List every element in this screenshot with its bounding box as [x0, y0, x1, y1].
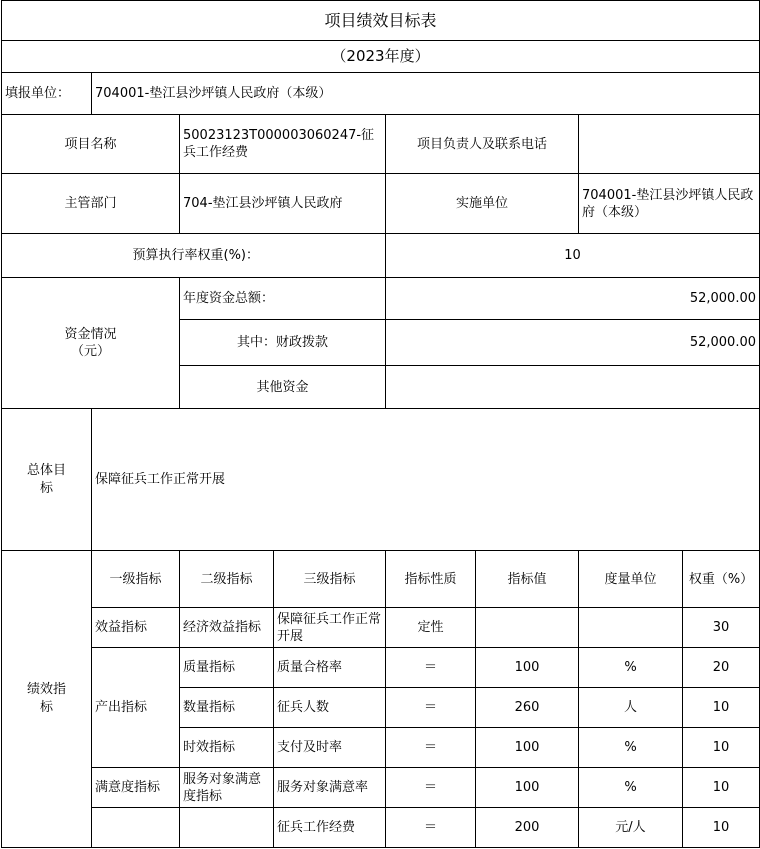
- row-unit: %: [579, 728, 683, 768]
- table-row: [2, 768, 760, 808]
- funds-fiscal-value: 52,000.00: [386, 320, 760, 366]
- dept-value: 704-垫江县沙坪镇人民政府: [180, 174, 386, 234]
- funds-label: 资金情况（元）: [2, 278, 180, 409]
- row-nature: ＝: [386, 808, 476, 848]
- filler-label: 填报单位：: [2, 73, 92, 115]
- overall-goal-value: 保障征兵工作正常开展: [92, 409, 760, 551]
- filler-value: 704001-垫江县沙坪镇人民政府（本级）: [92, 73, 760, 115]
- overall-goal-label: 总体目标: [2, 409, 92, 551]
- row-weight: 20: [683, 648, 760, 688]
- row-nature: ＝: [386, 648, 476, 688]
- row-l1: 效益指标: [92, 608, 180, 648]
- header-level3: 三级指标: [274, 551, 386, 608]
- row-l1: 产出指标: [92, 648, 180, 768]
- dept-label: 主管部门: [2, 174, 180, 234]
- row-unit: [579, 608, 683, 648]
- funds-other-value: [386, 366, 760, 409]
- impl-label: 实施单位: [386, 174, 579, 234]
- row-l3: 支付及时率: [274, 728, 386, 768]
- funds-fiscal-label: 其中：财政拨款: [180, 320, 386, 366]
- row-value: 200: [476, 808, 579, 848]
- row-l3: 征兵工作经费: [274, 808, 386, 848]
- row-value: 260: [476, 688, 579, 728]
- row-weight: 10: [683, 728, 760, 768]
- manager-contact-value: [579, 115, 760, 174]
- budget-weight-label: 预算执行率权重(%)：: [2, 234, 386, 278]
- row-l2: 经济效益指标: [180, 608, 274, 648]
- row-l3: 保障征兵工作正常开展: [274, 608, 386, 648]
- row-unit: %: [579, 648, 683, 688]
- row-l2: 时效指标: [180, 728, 274, 768]
- budget-weight-value: 10: [386, 234, 760, 278]
- row-nature: ＝: [386, 728, 476, 768]
- row-value: 100: [476, 648, 579, 688]
- row-value: 100: [476, 728, 579, 768]
- row-l2: 服务对象满意度指标: [180, 768, 274, 808]
- row-value: [476, 608, 579, 648]
- header-value: 指标值: [476, 551, 579, 608]
- row-nature: ＝: [386, 688, 476, 728]
- row-l3: 服务对象满意率: [274, 768, 386, 808]
- table-row: [2, 808, 760, 848]
- header-level2: 二级指标: [180, 551, 274, 608]
- header-weight: 权重（%）: [683, 551, 760, 608]
- table-title: 项目绩效目标表: [2, 1, 760, 41]
- project-name-value: 50023123T000003060247-征兵工作经费: [180, 115, 386, 174]
- header-unit: 度量单位: [579, 551, 683, 608]
- row-value: 100: [476, 768, 579, 808]
- funds-total-value: 52,000.00: [386, 278, 760, 320]
- funds-other-label: 其他资金: [180, 366, 386, 409]
- manager-contact-label: 项目负责人及联系电话: [386, 115, 579, 174]
- row-l3: 质量合格率: [274, 648, 386, 688]
- row-unit: 元/人: [579, 808, 683, 848]
- header-level1: 一级指标: [92, 551, 180, 608]
- funds-total-label: 年度资金总额：: [180, 278, 386, 320]
- perf-indicator-label: 绩效指标: [2, 551, 92, 848]
- row-l2: 数量指标: [180, 688, 274, 728]
- row-nature: ＝: [386, 768, 476, 808]
- row-l3: 征兵人数: [274, 688, 386, 728]
- row-weight: 10: [683, 808, 760, 848]
- row-l1: [92, 808, 180, 848]
- table-row: [2, 648, 760, 688]
- table-row: [2, 608, 760, 648]
- row-weight: 10: [683, 688, 760, 728]
- impl-value: 704001-垫江县沙坪镇人民政府（本级）: [579, 174, 760, 234]
- row-weight: 10: [683, 768, 760, 808]
- row-l1: 满意度指标: [92, 768, 180, 808]
- performance-target-table: [1, 0, 760, 848]
- row-l2: [180, 808, 274, 848]
- row-unit: %: [579, 768, 683, 808]
- header-nature: 指标性质: [386, 551, 476, 608]
- table-year: （2023年度）: [2, 41, 760, 73]
- row-weight: 30: [683, 608, 760, 648]
- project-name-label: 项目名称: [2, 115, 180, 174]
- row-l2: 质量指标: [180, 648, 274, 688]
- row-unit: 人: [579, 688, 683, 728]
- row-nature: 定性: [386, 608, 476, 648]
